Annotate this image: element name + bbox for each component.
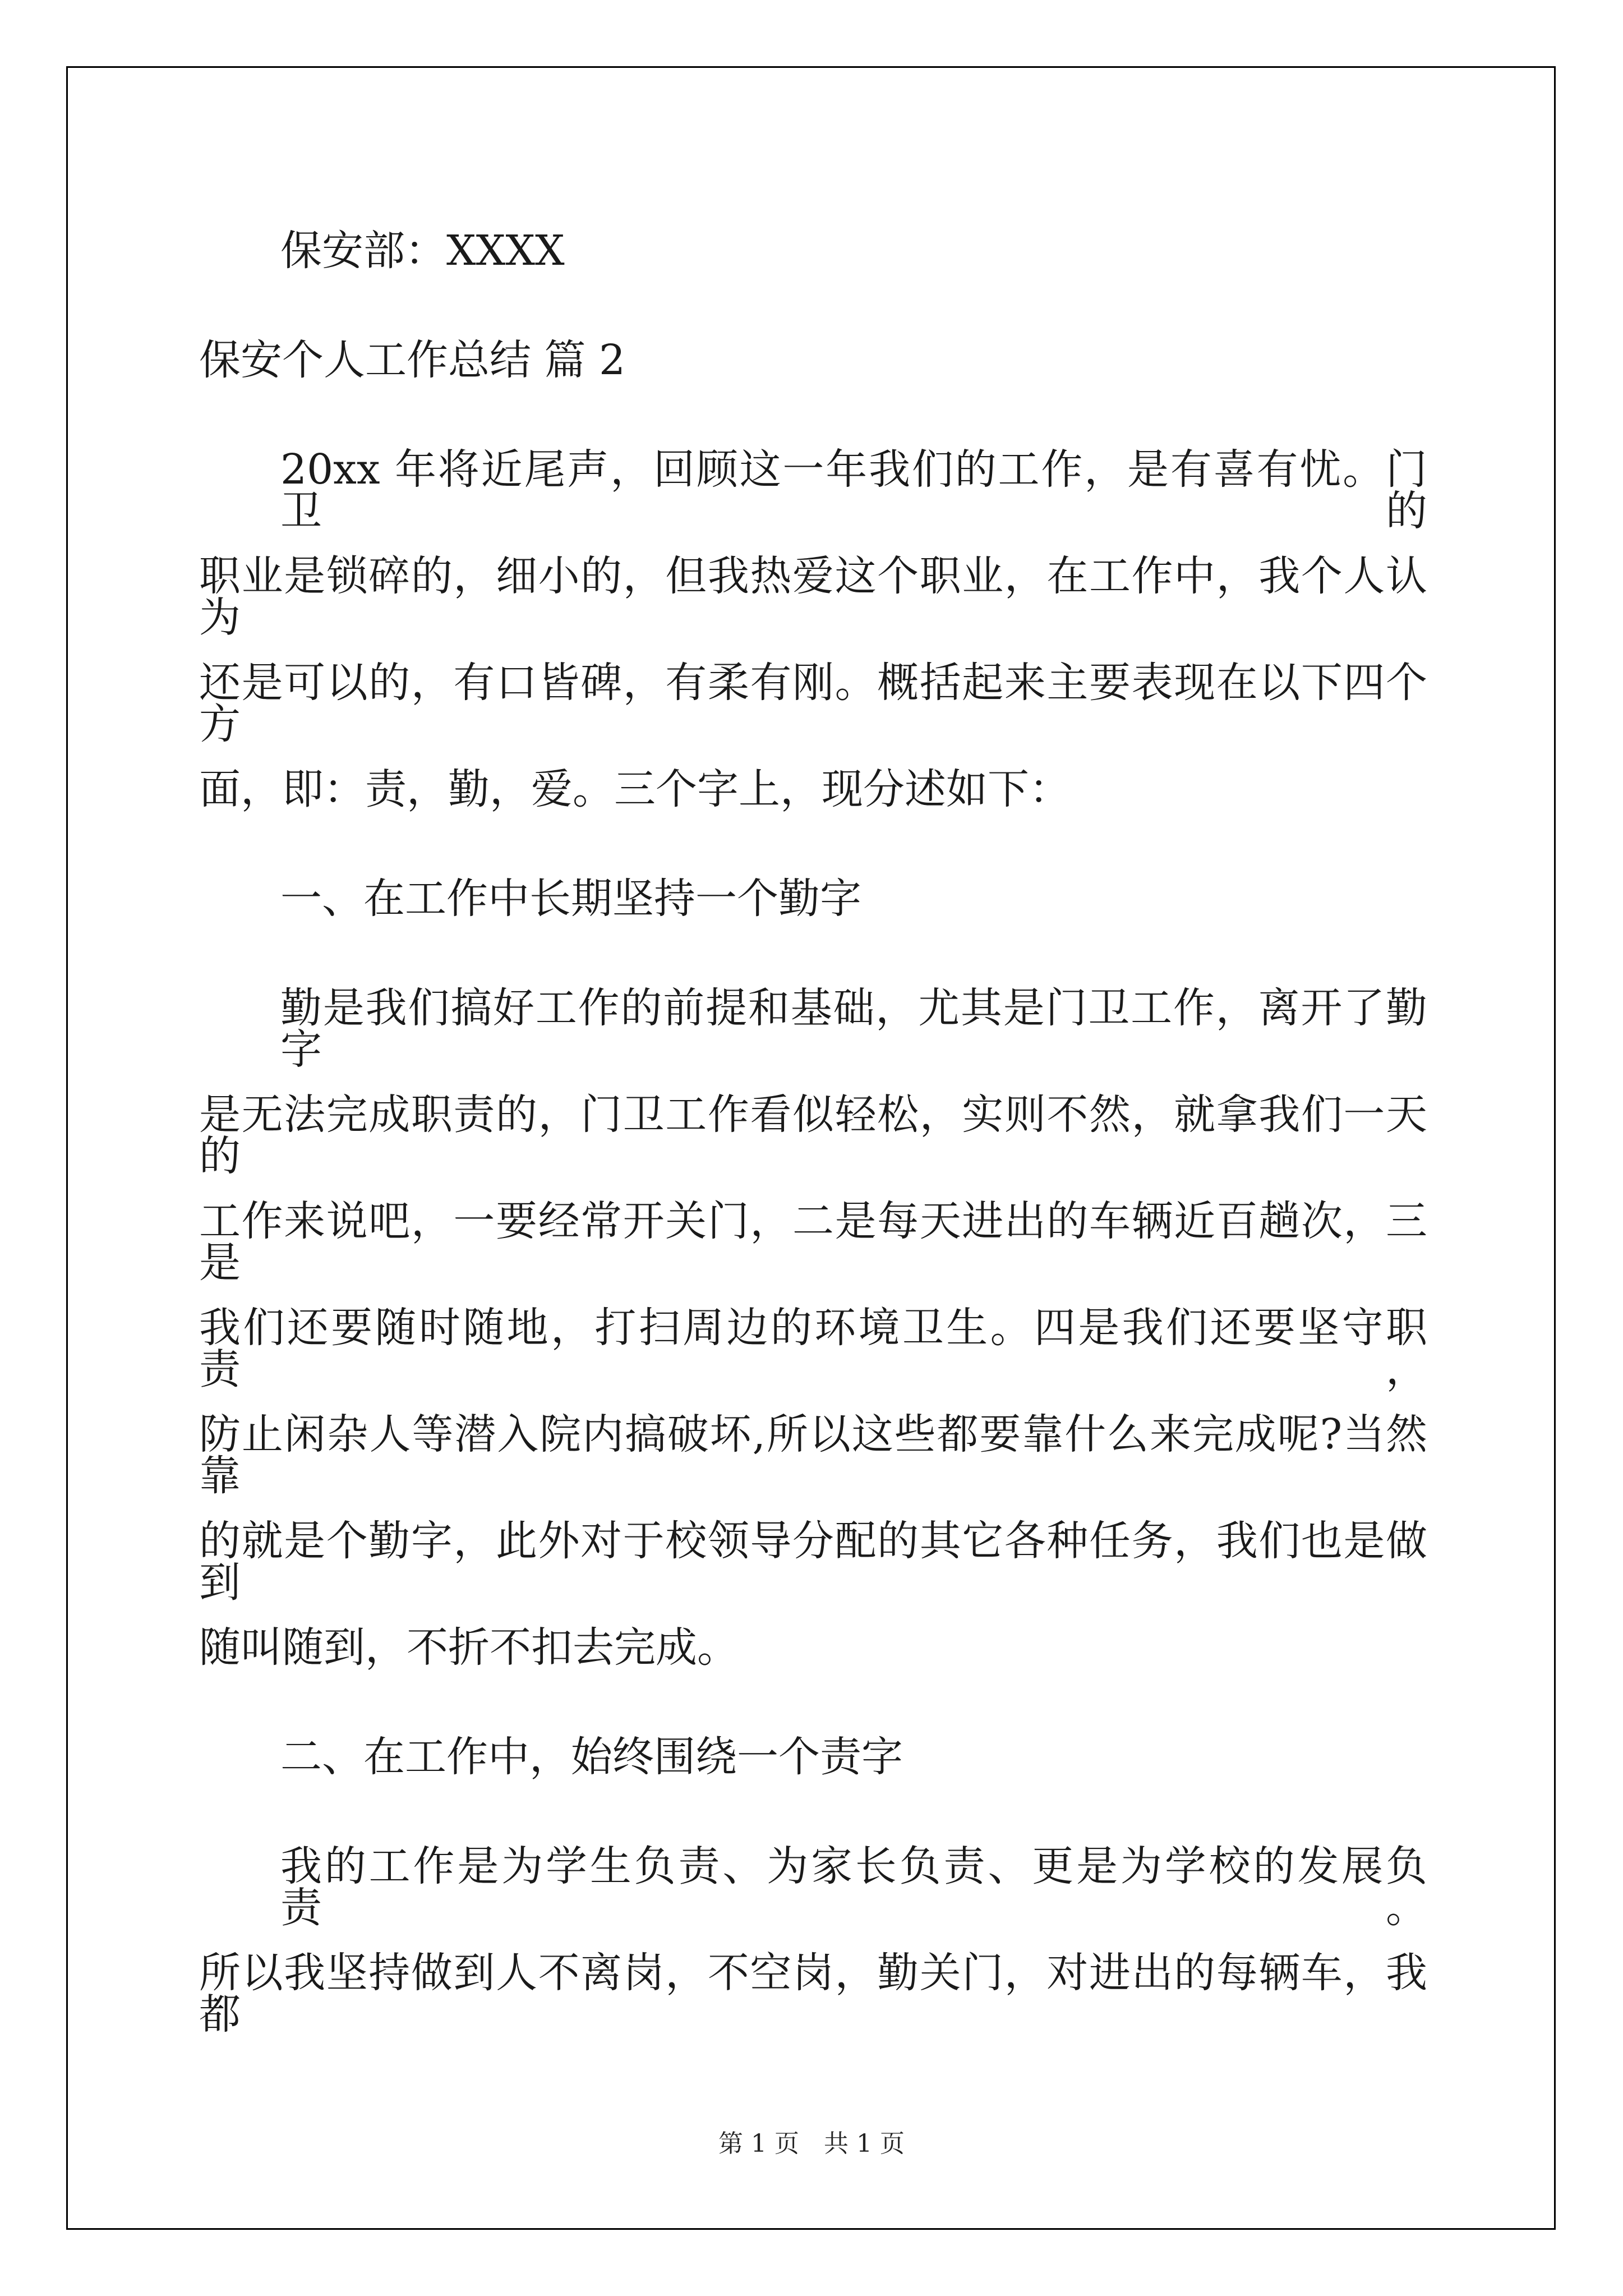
paragraph-line: 所以我坚持做到人不离岗，不空岗，勤关门，对进出的每辆车，我都 [199, 1949, 1427, 2039]
paragraph-line: 勤是我们搞好工作的前提和基础，尤其是门卫工作，离开了勤字 [280, 984, 1427, 1074]
document-heading: 保安个人工作总结 篇 2 [199, 336, 626, 384]
section-title: 二、在工作中，始终围绕一个责字 [280, 1733, 903, 1781]
paragraph-line: 职业是锁碎的，细小的，但我热爱这个职业，在工作中，我个人认为 [199, 552, 1427, 642]
section-title: 一、在工作中长期坚持一个勤字 [280, 875, 861, 923]
paragraph-line: 随叫随到，不折不扣去完成。 [199, 1623, 739, 1672]
page-footer: 第 1 页 共 1 页 [718, 2129, 905, 2158]
signature-line: 保安部：XXXX [280, 227, 565, 275]
paragraph-line: 我们还要随时随地，打扫周边的环境卫生。四是我们还要坚守职责， [199, 1304, 1427, 1393]
paragraph-line: 的就是个勤字，此外对于校领导分配的其它各种任务，我们也是做到 [199, 1517, 1427, 1607]
paragraph-line: 20xx 年将近尾声，回顾这一年我们的工作，是有喜有忧。门卫的 [280, 445, 1427, 535]
paragraph-line: 面，即：责，勤，爱。三个字上，现分述如下： [199, 765, 1071, 813]
paragraph-line: 我的工作是为学生负责、为家长负责、更是为学校的发展负责。 [280, 1842, 1427, 1932]
paragraph-line: 防止闲杂人等潜入院内搞破坏,所以这些都要靠什么来完成呢?当然靠 [199, 1410, 1427, 1500]
paragraph-line: 是无法完成职责的，门卫工作看似轻松，实则不然，就拿我们一天的 [199, 1091, 1427, 1180]
paragraph-line: 工作来说吧，一要经常开关门，二是每天进出的车辆近百趟次，三是 [199, 1197, 1427, 1287]
paragraph-line: 还是可以的，有口皆碑，有柔有刚。概括起来主要表现在以下四个方 [199, 659, 1427, 748]
